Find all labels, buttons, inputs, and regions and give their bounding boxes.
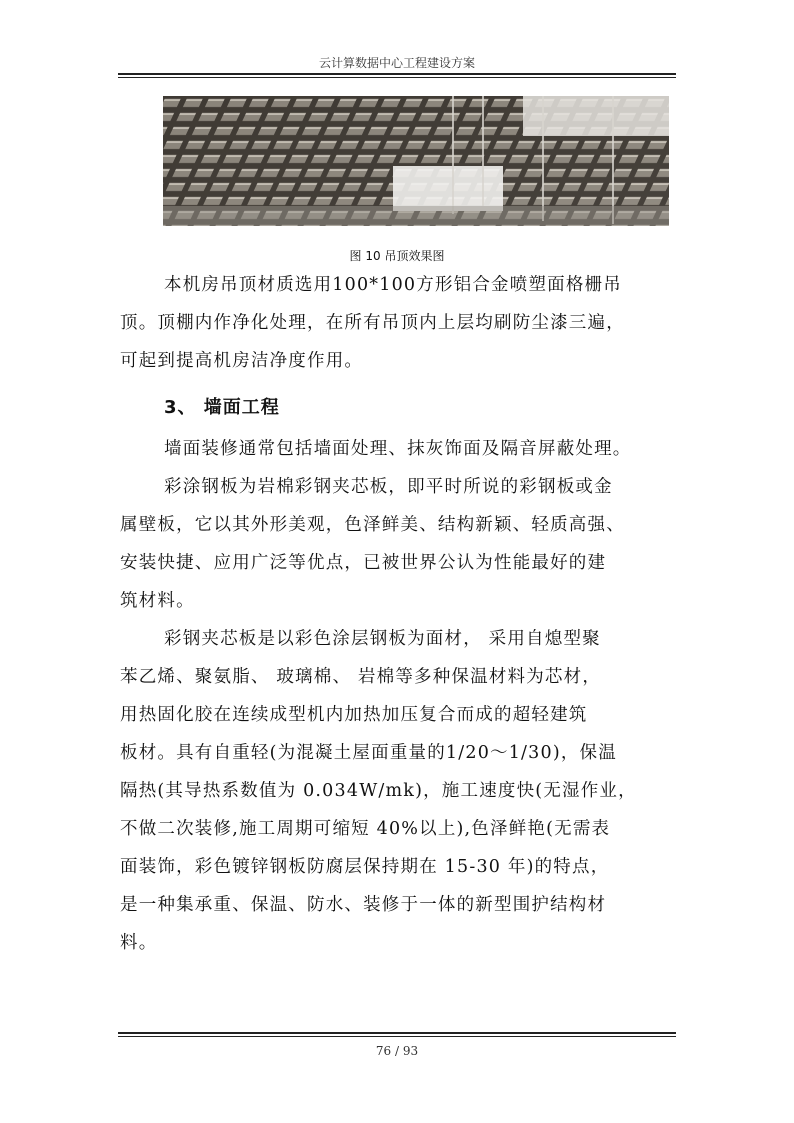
paragraph-line: 板材。具有自重轻(为混凝土屋面重量的1/20～1/30)，保温	[120, 743, 617, 763]
page-header: 云计算数据中心工程建设方案	[318, 56, 475, 70]
paragraph-line: 墙面装修通常包括墙面处理、抹灰饰面及隔音屏蔽处理。	[164, 439, 632, 459]
footer-rule-thin	[118, 1036, 676, 1037]
footer-rule	[118, 1032, 676, 1034]
paragraph-line: 是一种集承重、保温、防水、装修于一体的新型围护结构材	[120, 895, 607, 915]
paragraph-line: 隔热(其导热系数值为 0.034W/mk)，施工速度快(无湿作业，	[120, 781, 637, 801]
header-rule-thin	[118, 77, 676, 78]
paragraph-line: 料。	[120, 933, 158, 953]
paragraph-line: 安装快捷、应用广泛等优点，已被世界公认为性能最好的建	[120, 553, 607, 573]
paragraph-line: 用热固化胶在连续成型机内加热加压复合而成的超轻建筑	[120, 705, 588, 725]
paragraph-line: 彩涂钢板为岩棉彩钢夹芯板，即平时所说的彩钢板或金	[164, 477, 613, 497]
document-body	[120, 266, 688, 962]
header-rule	[118, 73, 676, 75]
paragraph-line: 顶。顶棚内作净化处理，在所有吊顶内上层均刷防尘漆三遍，	[120, 313, 625, 333]
paragraph-line: 本机房吊顶材质选用100*100方形铝合金喷塑面格栅吊	[164, 275, 622, 295]
figure-caption: 图 10 吊顶效果图	[349, 249, 445, 263]
paragraph-line: 属壁板，它以其外形美观，色泽鲜美、结构新颖、轻质高强、	[120, 515, 625, 535]
page-number: 76 / 93	[375, 1044, 419, 1058]
section-heading: 3、 墙面工程	[164, 397, 280, 418]
paragraph-line: 彩钢夹芯板是以彩色涂层钢板为面材， 采用自熄型聚	[164, 629, 601, 649]
paragraph-line: 不做二次装修,施工周期可缩短 40%以上),色泽鲜艳(无需表	[120, 819, 611, 839]
paragraph-line: 筑材料。	[120, 591, 195, 611]
ceiling-photo	[163, 96, 669, 226]
paragraph-line: 可起到提高机房洁净度作用。	[120, 351, 364, 371]
ceiling-grid-image	[163, 96, 669, 226]
paragraph-line: 面装饰，彩色镀锌钢板防腐层保持期在 15-30 年)的特点，	[120, 857, 610, 877]
paragraph-line: 苯乙烯、聚氨脂、 玻璃棉、 岩棉等多种保温材料为芯材，	[120, 667, 602, 687]
